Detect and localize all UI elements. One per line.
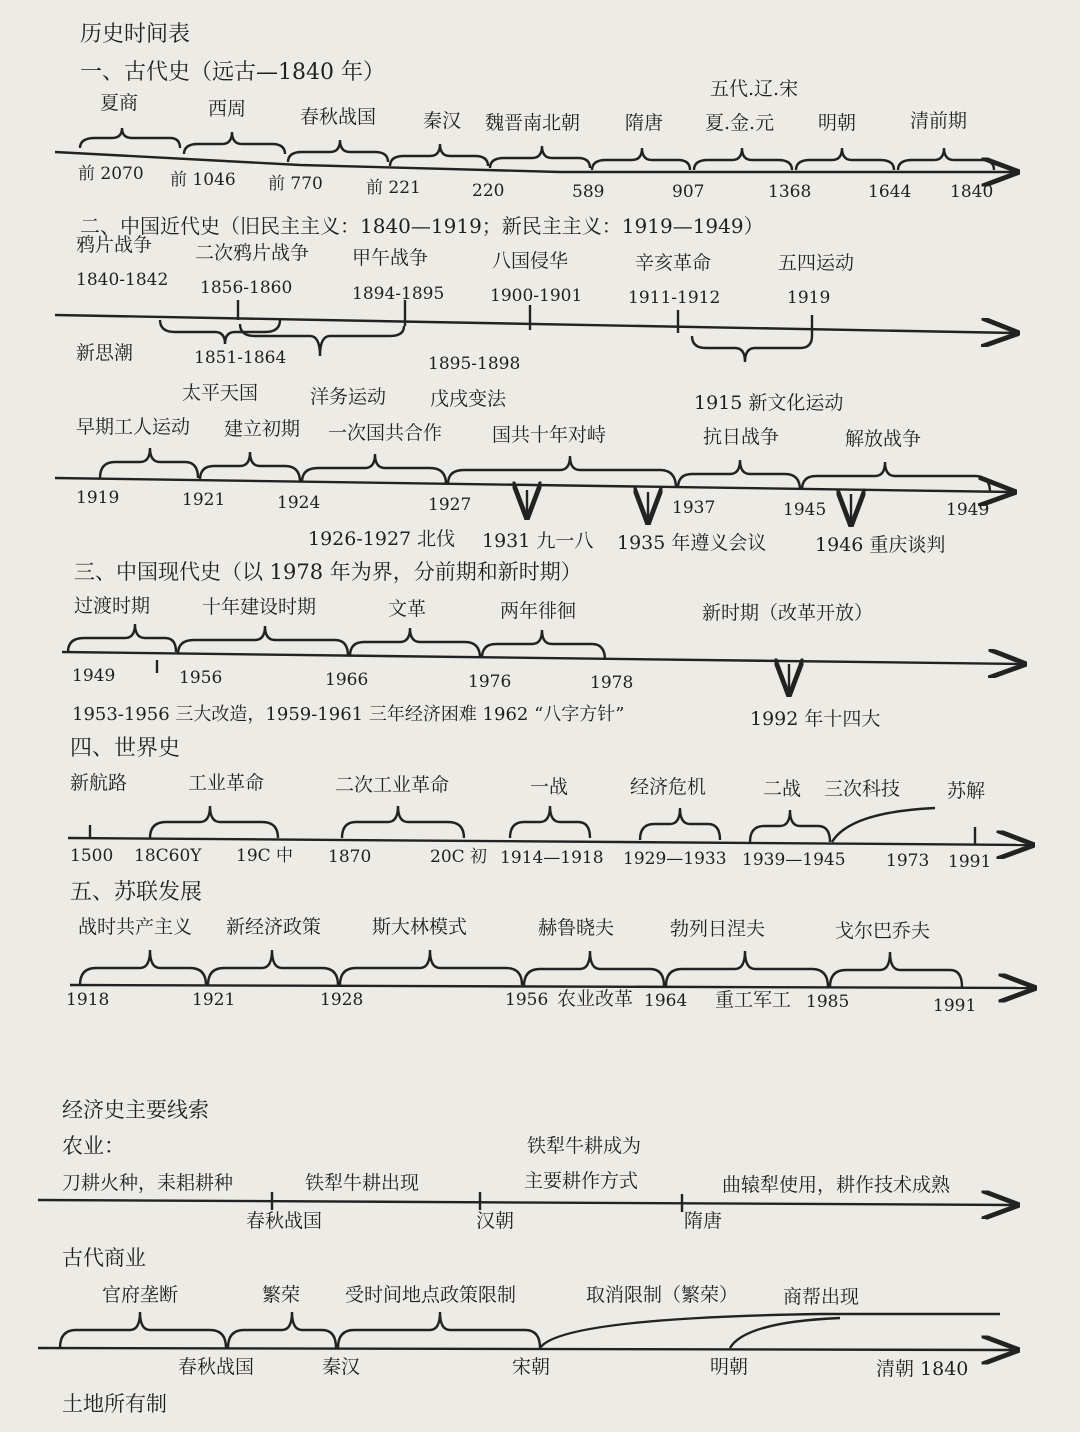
event-name: 五四运动 [778, 252, 855, 274]
event-name: 甲午战争 [352, 247, 429, 269]
ussr-axis [70, 985, 1032, 988]
tick-label: 1976 [468, 672, 512, 692]
tick-label: 1939—1945 [742, 850, 846, 870]
below-label: 1851-1864 [194, 348, 287, 368]
agri-item: 曲辕犁使用，耕作技术成熟 [722, 1174, 951, 1196]
period-label: 明朝 [818, 112, 857, 134]
tick-label: 前 770 [268, 174, 323, 194]
curve [730, 1318, 840, 1348]
brace [830, 952, 962, 987]
period-label: 二次工业革命 [335, 774, 450, 796]
tick-label: 1966 [325, 670, 369, 690]
commerce-label: 古代商业 [62, 1246, 146, 1270]
period-label: 赫鲁晓夫 [538, 917, 615, 939]
ancient-axis [55, 152, 1015, 172]
tick-label: 隋唐 [684, 1210, 723, 1232]
tick-label: 1978 [590, 673, 634, 693]
tick-label: 1919 [76, 488, 120, 508]
economy-title: 经济史主要线索 [62, 1098, 209, 1122]
tick-label: 907 [672, 182, 705, 202]
tick-label: 1500 [70, 846, 114, 866]
period-label: 新经济政策 [226, 916, 322, 938]
tick-label: 1924 [277, 493, 321, 513]
commerce-item: 受时间地点政策限制 [345, 1284, 517, 1306]
event-label: 1935 年遵义会议 [617, 532, 767, 554]
brace [342, 806, 464, 838]
period-label: 春秋战国 [300, 106, 377, 128]
land-label: 土地所有制 [62, 1392, 167, 1416]
period-label: 戈尔巴乔夫 [835, 920, 931, 942]
agri-item: 铁犁牛耕出现 [305, 1172, 420, 1194]
agri-item: 刀耕火种，耒耜耕种 [62, 1172, 234, 1194]
tick-label: 前 1046 [170, 170, 236, 190]
brace [150, 806, 278, 838]
period-label: 早期工人运动 [76, 416, 191, 438]
brace [750, 810, 830, 842]
brace [288, 140, 388, 162]
brace [640, 808, 720, 840]
tick-label: 明朝 [710, 1356, 749, 1378]
event-label: 1926-1927 北伐 [308, 528, 456, 550]
brace [490, 146, 590, 168]
brace [338, 1312, 540, 1348]
period-label: 解放战争 [845, 428, 922, 450]
commerce-axis [38, 1348, 1015, 1350]
period-label: 三次科技 [824, 778, 901, 800]
brace [510, 806, 590, 838]
contemporary-axis [62, 652, 1022, 664]
brace [898, 148, 994, 170]
period-label: 经济危机 [630, 776, 707, 798]
brace [678, 460, 800, 490]
tick-label: 汉朝 [476, 1210, 515, 1232]
tick-label: 秦汉 [322, 1356, 361, 1378]
curve [832, 808, 935, 842]
tick-label: 1964 [644, 991, 688, 1011]
event-years: 1894-1895 [352, 284, 445, 304]
period-label: 一次国共合作 [328, 422, 443, 444]
tick-label: 1991 [948, 852, 992, 872]
tick-label: 春秋战国 [178, 1356, 255, 1378]
tick-label: 重工军工 [715, 989, 792, 1011]
brace [178, 626, 348, 656]
tick-label: 1956 [179, 668, 223, 688]
tick-label: 1949 [72, 666, 116, 686]
tick-label: 1918 [66, 990, 110, 1010]
period-label: 工业革命 [188, 772, 265, 794]
event-years: 1840-1842 [76, 270, 169, 290]
brace [592, 148, 690, 170]
page-title: 历史时间表 [80, 22, 191, 47]
event-years: 1911-1912 [628, 288, 721, 308]
brace [390, 144, 488, 166]
period-label: 建立初期 [224, 418, 301, 440]
commerce-item: 商帮出现 [783, 1286, 860, 1308]
agri-axis [38, 1200, 1015, 1205]
period-label: 战时共产主义 [78, 916, 193, 938]
below-label: 1915 新文化运动 [694, 392, 844, 414]
period-label: 斯大林模式 [372, 916, 468, 938]
brace [100, 448, 198, 478]
brace [228, 1312, 336, 1348]
brace [666, 951, 828, 987]
section-heading: 二、中国近代史（旧民主主义：1840—1919；新民主主义：1919—1949） [80, 214, 764, 238]
below-label: 洋务运动 [310, 386, 387, 408]
tick-label: 589 [572, 182, 605, 202]
brace [340, 950, 522, 985]
tick-label: 前 2070 [78, 164, 144, 184]
period-label: 过渡时期 [74, 595, 151, 617]
tick-label: 1644 [868, 182, 912, 202]
period-label: 秦汉 [423, 110, 462, 132]
event-name: 鸦片战争 [76, 234, 153, 256]
tick-label: 1973 [886, 851, 930, 871]
tick-label: 20C 初 [430, 847, 488, 867]
brace [68, 624, 176, 652]
period-label: 文革 [388, 598, 427, 620]
agri-item: 铁犁牛耕成为 [527, 1135, 642, 1157]
agri-item: 主要耕作方式 [524, 1170, 639, 1192]
brace [302, 454, 446, 484]
tick-label: 220 [472, 181, 505, 201]
period-label: 苏解 [947, 780, 986, 802]
event-name: 二次鸦片战争 [195, 242, 310, 264]
commerce-item: 取消限制（繁荣） [586, 1284, 739, 1306]
section-heading: 一、古代史（远古—1840 年） [80, 60, 385, 85]
section-heading: 四、世界史 [70, 736, 181, 761]
tick-label: 1928 [320, 990, 364, 1010]
event-label: 1992 年十四大 [750, 708, 881, 730]
tick-label: 前 221 [366, 178, 421, 198]
period-label: 国共十年对峙 [492, 424, 607, 446]
commerce-item: 官府垄断 [102, 1284, 179, 1306]
tick-label: 1949 [946, 500, 990, 520]
tick-label: 1929—1933 [623, 849, 727, 869]
event-name: 八国侵华 [492, 250, 569, 272]
brace [80, 128, 180, 148]
tick-label: 1991 [933, 996, 977, 1016]
period-label: 二战 [763, 778, 802, 800]
agriculture-label: 农业： [62, 1134, 125, 1158]
brace [60, 1312, 226, 1348]
period-label: 清前期 [910, 110, 968, 132]
below-label: 1895-1898 [428, 354, 521, 374]
section-heading: 五、苏联发展 [70, 880, 203, 905]
curve [540, 1314, 1000, 1348]
tick-label: 1921 [192, 990, 236, 1010]
brace [796, 148, 894, 170]
below-label: 太平天国 [182, 382, 259, 404]
tick-label: 清朝 1840 [876, 1358, 969, 1380]
period-label: 新航路 [70, 772, 128, 794]
brace [208, 950, 338, 985]
period-label: 西周 [208, 98, 247, 120]
tick-label: 1956 [505, 990, 549, 1010]
event-label: 1931 九一八 [482, 530, 594, 552]
tick-label: 1937 [672, 498, 716, 518]
period-label: 五代.辽.宋 [710, 78, 799, 100]
tick-label: 19C 中 [236, 846, 294, 866]
period-label: 勃列日涅夫 [670, 918, 766, 940]
event-years: 1919 [787, 288, 831, 308]
world-axis [68, 838, 1030, 845]
period-label: 新时期（改革开放） [702, 602, 874, 624]
tick-label: 农业改革 [557, 988, 634, 1010]
commerce-item: 繁荣 [262, 1284, 301, 1306]
brace [200, 452, 300, 482]
period-label: 两年徘徊 [500, 600, 577, 622]
period-label: 夏.金.元 [705, 112, 775, 134]
brace [184, 132, 285, 154]
brace [802, 462, 990, 492]
period-label: 十年建设时期 [202, 596, 317, 618]
note: 1953-1956 三大改造，1959-1961 三年经济困难 1962 “八字方针” [72, 704, 625, 725]
tick-label: 18C60Y [134, 846, 202, 866]
tick-label: 1927 [428, 495, 472, 515]
brace [524, 951, 664, 986]
period-label: 一战 [530, 776, 569, 798]
tick-label: 1840 [950, 182, 994, 202]
tick-label: 1921 [182, 490, 226, 510]
tick-label: 1945 [783, 500, 827, 520]
period-label: 抗日战争 [703, 426, 780, 448]
tick-label: 1368 [768, 182, 812, 202]
brace [160, 320, 280, 344]
section-heading: 三、中国现代史（以 1978 年为界，分前期和新时期） [74, 560, 582, 584]
brace [692, 336, 812, 362]
tick-label: 1914—1918 [500, 848, 604, 868]
event-name: 辛亥革命 [635, 252, 712, 274]
brace [694, 148, 792, 170]
tick-label: 宋朝 [512, 1356, 551, 1378]
brace [80, 950, 206, 985]
period-label: 夏商 [100, 92, 139, 114]
period-label: 魏晋南北朝 [485, 112, 581, 134]
tick-label: 1985 [806, 992, 850, 1012]
tick-label: 春秋战国 [246, 1210, 323, 1232]
period-label: 隋唐 [625, 112, 664, 134]
event-years: 1900-1901 [490, 286, 583, 306]
brace [350, 628, 480, 658]
modern-axis-1 [55, 315, 1015, 333]
below-label: 新思潮 [76, 342, 134, 364]
below-label: 戊戌变法 [430, 388, 507, 410]
tick-label: 1870 [328, 847, 372, 867]
brace [482, 630, 605, 660]
event-years: 1856-1860 [200, 278, 293, 298]
event-label: 1946 重庆谈判 [815, 534, 946, 556]
